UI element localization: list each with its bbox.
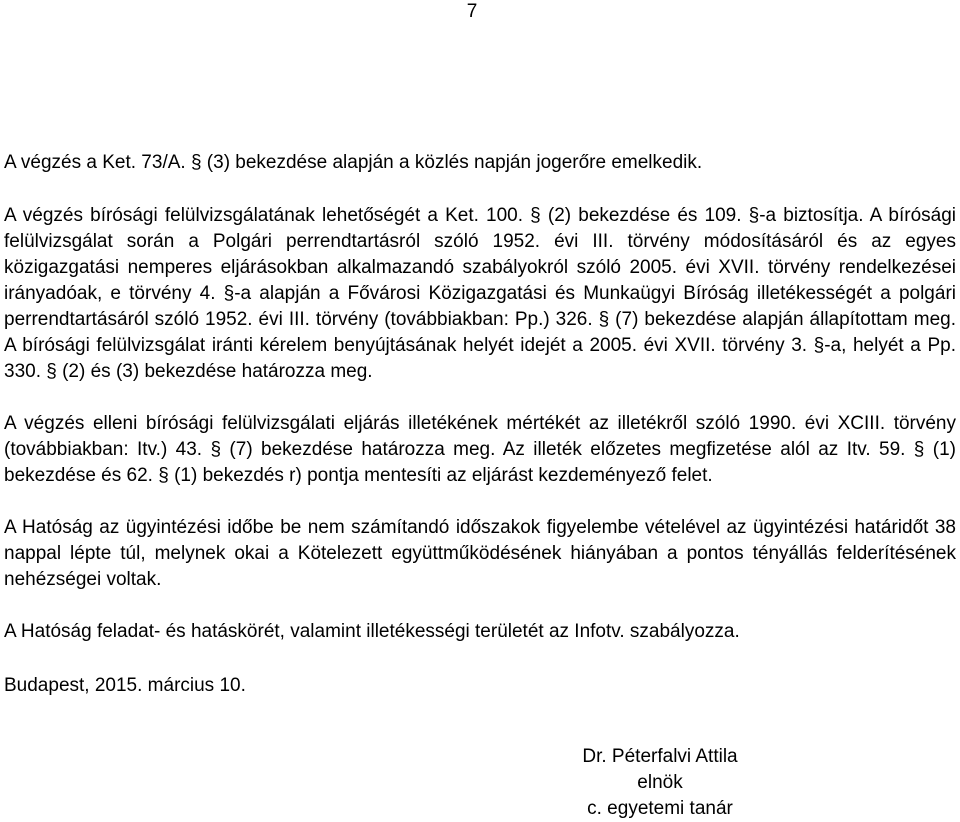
paragraph-deadline: A Hatóság az ügyintézési időbe be nem számítandó időszakok figyelembe vételével az ügyintézési határidőt 38 nappal lépte túl, melynek okai a Kötelezett együttműködésének hiányában a pontos tényállás felderítésének nehézségei voltak. xyxy=(4,517,956,590)
signature-block xyxy=(540,744,780,822)
paragraph-judicial-review: A végzés bírósági felülvizsgálatának lehetőségét a Ket. 100. § (2) bekezdése és 109. §-a biztosítja. A bírósági felülvizsgálat során a Polgári perrendtartásról szóló 1952. évi III. törvény módosításáról és az egyes közigazgatási nemperes eljárásokban alkalmazandó szabályokról szóló 2005. évi XVII. törvény rendelkezései irányadóak, e törvény 4. §-a alapján a Fővárosi Közigazgatási és Munkaügyi Bíróság illetékességét a polgári perrendtartásáról szóló 1952. évi III. törvény (továbbiakban: Pp.) 326. § (7) bekezdése alapján állapítottam meg. A bírósági felülvizsgálat iránti kérelem benyújtásának helyét idejét a 2005. évi XVII. törvény 3. §-a, helyét a Pp. 330. § (2) és (3) bekezdése határozza meg. xyxy=(4,205,956,382)
signatory-name: Dr. Péterfalvi Attila xyxy=(582,746,738,767)
paragraph-competence: A Hatóság feladat- és hatáskörét, valamint illetékességi területét az Infotv. szabályozza. xyxy=(4,621,740,642)
signatory-rank: c. egyetemi tanár xyxy=(587,798,733,819)
document-body xyxy=(4,150,956,749)
page-number: 7 xyxy=(466,1,478,22)
signatory-title: elnök xyxy=(637,772,683,793)
paragraph-fee: A végzés elleni bírósági felülvizsgálati eljárás illetékének mértékét az illetékről szóló 1990. évi XCIII. törvény (továbbiakban: Itv.) 43. § (7) bekezdése határozza meg. Az illeték előzetes megfizetése alól az Itv. 59. § (1) bekezdése és 62. § (1) bekezdés r) pontja mentesíti az eljárást kezdeményező felet. xyxy=(4,413,956,486)
place-date: Budapest, 2015. március 10. xyxy=(4,675,246,696)
paragraph-finality: A végzés a Ket. 73/A. § (3) bekezdése alapján a közlés napján jogerőre emelkedik. xyxy=(4,152,703,173)
